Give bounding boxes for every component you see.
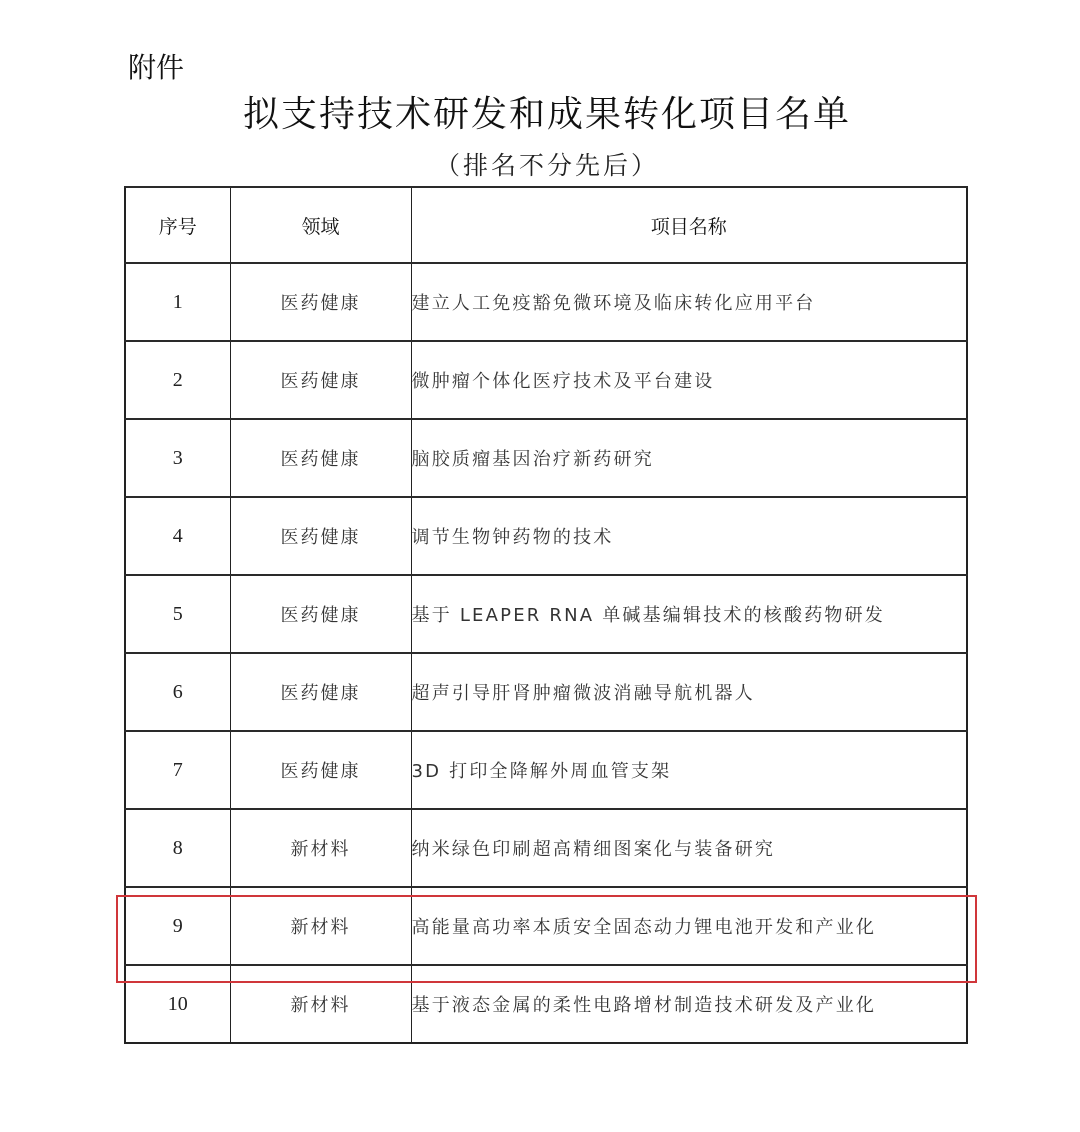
row-field: 医药健康	[230, 263, 411, 341]
project-list-table	[124, 186, 968, 1044]
table-row	[125, 653, 967, 731]
row-project-name: 基于液态金属的柔性电路增材制造技术研发及产业化	[411, 965, 967, 1043]
row-field: 医药健康	[230, 731, 411, 809]
row-number: 2	[125, 341, 230, 419]
table-row	[125, 809, 967, 887]
row-field: 医药健康	[230, 653, 411, 731]
table-row-highlighted	[125, 887, 967, 965]
row-number: 5	[125, 575, 230, 653]
row-field: 医药健康	[230, 575, 411, 653]
column-header-no: 序号	[125, 187, 230, 263]
column-header-field: 领域	[230, 187, 411, 263]
row-field: 新材料	[230, 965, 411, 1043]
row-project-name: 高能量高功率本质安全固态动力锂电池开发和产业化	[411, 887, 967, 965]
row-number: 7	[125, 731, 230, 809]
row-field: 医药健康	[230, 497, 411, 575]
row-project-name: 超声引导肝肾肿瘤微波消融导航机器人	[411, 653, 967, 731]
row-project-name: 建立人工免疫豁免微环境及临床转化应用平台	[411, 263, 967, 341]
row-project-name: 纳米绿色印刷超高精细图案化与装备研究	[411, 809, 967, 887]
table-row	[125, 731, 967, 809]
table-row	[125, 575, 967, 653]
document-subtitle: （排名不分先后）	[434, 151, 659, 180]
row-project-name: 基于 LEAPER RNA 单碱基编辑技术的核酸药物研发	[411, 575, 967, 653]
row-project-name: 脑胶质瘤基因治疗新药研究	[411, 419, 967, 497]
row-number: 4	[125, 497, 230, 575]
row-number: 6	[125, 653, 230, 731]
table-header-row	[125, 187, 967, 263]
row-project-name: 微肿瘤个体化医疗技术及平台建设	[411, 341, 967, 419]
row-number: 9	[125, 887, 230, 965]
row-number: 1	[125, 263, 230, 341]
row-field: 新材料	[230, 809, 411, 887]
row-number: 10	[125, 965, 230, 1043]
row-project-name: 调节生物钟药物的技术	[411, 497, 967, 575]
table-row	[125, 965, 967, 1043]
table-row	[125, 497, 967, 575]
table-row	[125, 341, 967, 419]
column-header-project-name: 项目名称	[411, 187, 967, 263]
table-row	[125, 419, 967, 497]
table-row	[125, 263, 967, 341]
row-number: 3	[125, 419, 230, 497]
document-title: 拟支持技术研发和成果转化项目名单	[242, 94, 851, 135]
row-field: 医药健康	[230, 419, 411, 497]
row-project-name: 3D 打印全降解外周血管支架	[411, 731, 967, 809]
row-field: 医药健康	[230, 341, 411, 419]
attachment-label: 附件	[128, 51, 185, 84]
row-field: 新材料	[230, 887, 411, 965]
row-number: 8	[125, 809, 230, 887]
